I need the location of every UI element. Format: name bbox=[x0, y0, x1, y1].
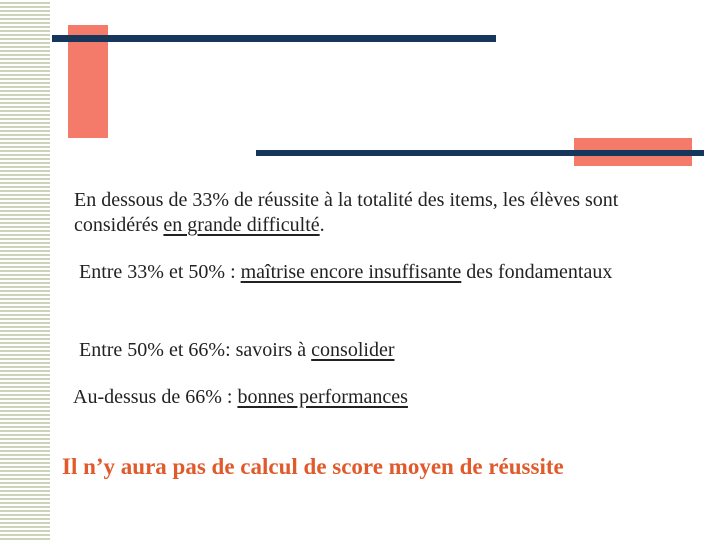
paragraph-text: Entre 50% et 66%: savoirs à bbox=[79, 339, 312, 361]
paragraph-50-to-66 bbox=[79, 338, 679, 363]
paragraph-33-to-50 bbox=[79, 260, 679, 285]
decorative-navy-bar-top bbox=[52, 35, 496, 42]
paragraph-text: . bbox=[319, 214, 325, 236]
underlined-term-maitrise-insuffisante: maîtrise encore insuffisante bbox=[240, 261, 462, 283]
underlined-term-bonnes-performances: bonnes performances bbox=[237, 386, 408, 408]
paragraph-text: des fondamentaux bbox=[461, 261, 613, 283]
decorative-navy-bar-middle bbox=[256, 150, 704, 156]
paragraph-text: Au-dessus de 66% : bbox=[73, 386, 238, 408]
paragraph-below-33 bbox=[74, 188, 704, 238]
conclusion-statement: Il n’y aura pas de calcul de score moyen de réussite bbox=[62, 454, 564, 479]
paragraph-text: Entre 33% et 50% : bbox=[79, 261, 241, 283]
decorative-stripes bbox=[0, 0, 50, 540]
paragraph-above-66 bbox=[73, 385, 673, 410]
underlined-term-grande-difficulte: en grande difficulté bbox=[163, 214, 320, 236]
underlined-term-consolider: consolider bbox=[311, 339, 395, 361]
paragraph-text: En dessous de 33% de réussite à la totalité des items, les élèves sont considérés bbox=[74, 189, 619, 236]
